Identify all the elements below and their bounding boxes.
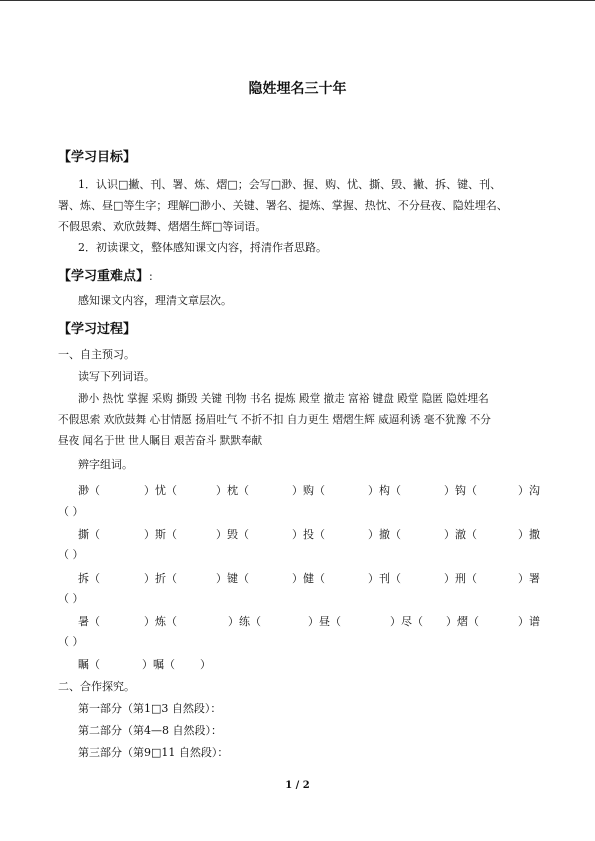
- paren-continuation: （ ）: [58, 592, 84, 605]
- char-item: ）键（: [216, 572, 249, 585]
- char-item: ）署: [518, 572, 540, 585]
- word-list-line-2: 不假思索 欢欣鼓舞 心甘情愿 扬眉吐气 不折不扣 自力更生 熠熠生辉 威逼利诱 毫不犹豫 不分: [58, 414, 491, 426]
- paren-continuation: （ ）: [58, 548, 84, 561]
- char-row-2: [58, 526, 540, 542]
- keypoints-colon: :: [149, 270, 153, 283]
- char-item: 拆（: [78, 572, 100, 585]
- section-heading-process: 【学习过程】: [58, 322, 137, 337]
- char-item: ）枕（: [216, 484, 249, 497]
- section-heading-keypoints: [58, 265, 153, 284]
- goals-line-4: 2．初读课文，整体感知课文内容，捋清作者思路。: [78, 241, 327, 254]
- keypoints-text: 感知课文内容，理清文章层次。: [78, 294, 232, 307]
- char-item: ）毁（: [216, 528, 249, 541]
- char-item: ）忧（: [144, 484, 177, 497]
- char-item: ）澈（: [444, 528, 477, 541]
- char-row-1: [58, 482, 540, 498]
- char-item: ）刑（: [444, 572, 477, 585]
- char-item: ）熠（: [446, 615, 479, 628]
- char-item: ）钩（: [444, 484, 477, 497]
- char-item: ）撒: [518, 528, 540, 541]
- page-title: 隐姓埋名三十年: [248, 81, 347, 97]
- char-item: 撕（: [78, 528, 100, 541]
- process-instruction-words: 读写下列词语。: [78, 370, 155, 383]
- page-number: 1 / 2: [285, 780, 310, 791]
- char-item: ）: [200, 658, 211, 671]
- word-list-line-1: 渺小 热忱 掌握 采购 撕毁 关键 刊物 书名 提炼 殿堂 撤走 富裕 键盘 殿堂 隐匿 隐姓埋名: [78, 393, 489, 405]
- char-item: ）嘱（: [142, 658, 175, 671]
- section-heading-goals: 【学习目标】: [58, 150, 137, 165]
- char-row-4: [58, 613, 540, 629]
- char-item: ）刊（: [368, 572, 401, 585]
- part-2-label: 第二部分（第4—8 自然段）：: [78, 724, 222, 737]
- char-item: 渺（: [78, 484, 100, 497]
- paren-continuation: （ ）: [58, 505, 84, 518]
- char-item: ）折（: [144, 572, 177, 585]
- char-row-3: [58, 570, 540, 586]
- char-item: 暑（: [78, 615, 100, 628]
- part-3-label: 第三部分（第9□11 自然段）：: [78, 746, 229, 759]
- char-item: ）投（: [292, 528, 325, 541]
- char-item: ）斯（: [144, 528, 177, 541]
- process-step-2: 二、合作探究。: [58, 680, 135, 693]
- char-item: ）购（: [292, 484, 325, 497]
- part-1-label: 第一部分（第1□3 自然段）：: [78, 702, 222, 715]
- paren-continuation: （ ）: [58, 635, 84, 648]
- goals-line-1: 1．认识□撇、刊、署、炼、熠□；会写□渺、握、购、忧、撕、毁、撇、拆、键、刊、: [78, 178, 502, 191]
- char-row-5: [58, 656, 537, 672]
- char-item: ）撤（: [368, 528, 401, 541]
- char-item: 瞩（: [78, 658, 100, 671]
- char-item: ）尽（: [390, 615, 423, 628]
- word-list-line-3: 昼夜 闻名于世 世人瞩目 艰苦奋斗 默默奉献: [58, 435, 263, 447]
- goals-line-3: 不假思索、欢欣鼓舞、熠熠生辉□等词语。: [58, 220, 267, 233]
- process-step-1: 一、自主预习。: [58, 348, 135, 361]
- char-item: ）昼（: [308, 615, 341, 628]
- char-item: ）炼（: [144, 615, 177, 628]
- process-instruction-distinguish: 辨字组词。: [78, 458, 133, 471]
- char-item: ）谱: [518, 615, 540, 628]
- char-item: ）构（: [368, 484, 401, 497]
- char-item: ）沟: [518, 484, 540, 497]
- char-item: ）练（: [228, 615, 261, 628]
- char-item: ）健（: [292, 572, 325, 585]
- goals-line-2: 署、炼、昼□等生字；理解□渺小、关键、署名、提炼、掌握、热忱、不分昼夜、隐姓埋名、: [58, 199, 508, 212]
- keypoints-heading-text: 【学习重难点】: [58, 269, 150, 284]
